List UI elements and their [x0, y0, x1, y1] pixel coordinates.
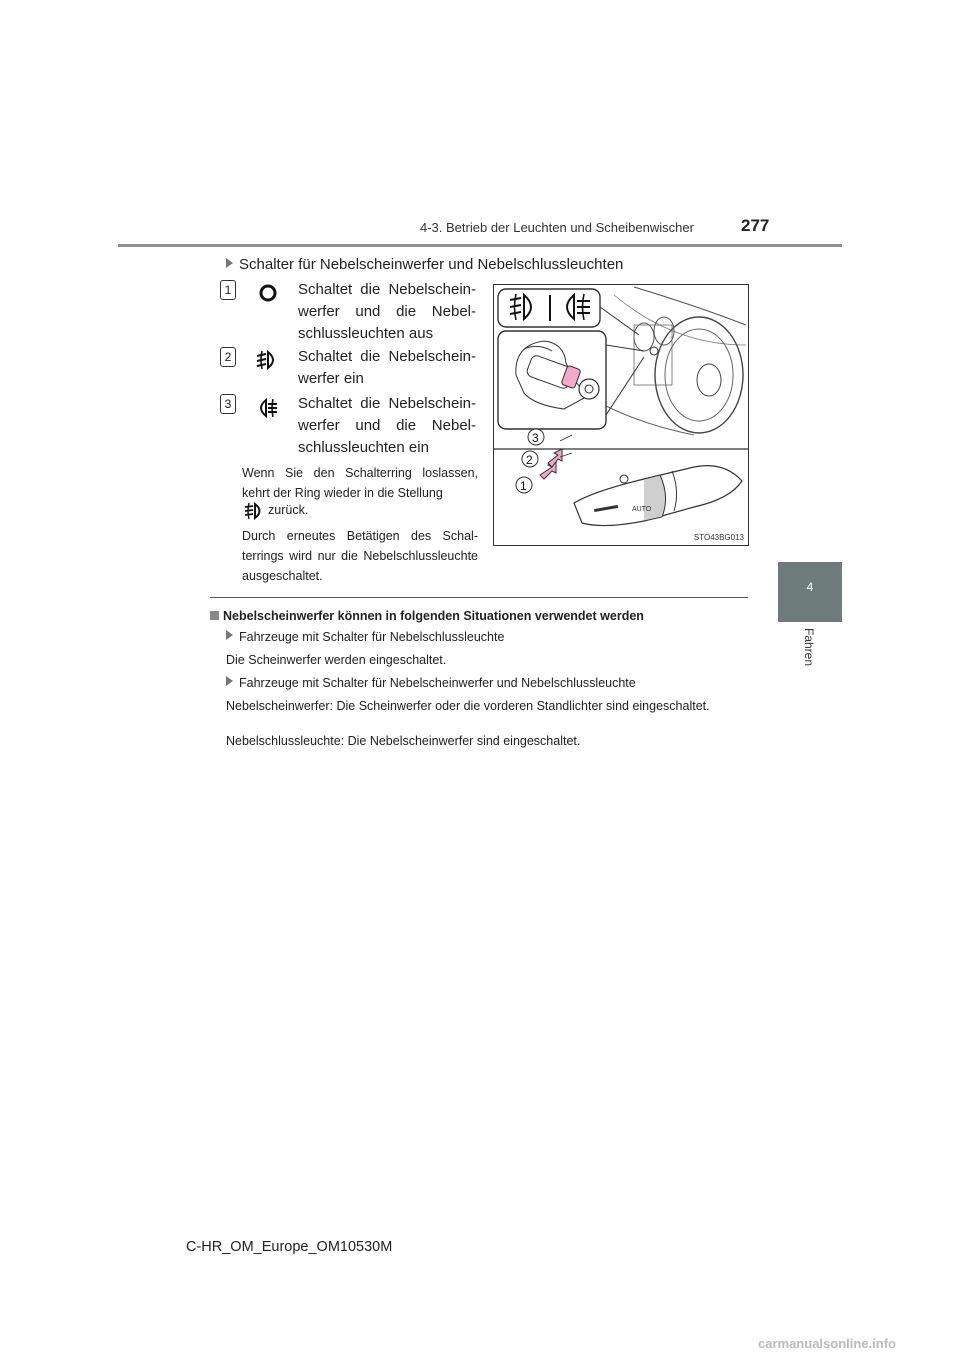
triangle-bullet-icon [226, 258, 233, 268]
figure-label-1 [516, 477, 532, 493]
svg-text:AUTO: AUTO [632, 506, 652, 513]
chapter-label: Fahren [802, 628, 816, 667]
item-text-2: Schaltet die Nebelscheinwerfer ein [298, 348, 476, 387]
section-heading: Nebelscheinwerfer können in folgenden Situationen verwendet werden [210, 609, 644, 623]
bullet-front-rear-fog-switch: Fahrzeuge mit Schalter für Nebelscheinwerfer und Nebelschlussleuchte [226, 676, 636, 690]
square-bullet-icon [210, 611, 219, 620]
triangle-bullet-icon [226, 676, 233, 686]
front-fog-light-icon [254, 348, 280, 372]
section-rule [210, 597, 748, 598]
chapter-number: 4 [806, 580, 814, 594]
note-rear-fog-off: Durch erneutes Betätigen des Schalterrings wird nur die Nebelschlussleuchte ausgeschaltet. [242, 529, 478, 583]
text-fog-headlights-condition: Nebelscheinwerfer: Die Scheinwerfer oder die vorderen Standlichter sind eingeschaltet. [226, 699, 710, 713]
page-number: 277 [741, 216, 770, 235]
rear-fog-light-icon [254, 396, 280, 420]
off-circle-icon [258, 283, 278, 303]
text-rear-fog-condition: Nebelschlussleuchte: Die Nebelscheinwerfer sind eingeschaltet. [226, 734, 581, 748]
note-ring-release: Wenn Sie den Schalterring loslassen, kehrt der Ring wieder in die Stellung [242, 466, 478, 500]
front-fog-light-icon-inline [242, 501, 266, 521]
header-rule [118, 244, 842, 247]
item-text-3: Schaltet die Nebelscheinwerfer und die Nebelschlussleuchten ein [298, 395, 476, 456]
note-ring-release-end: zurück. [268, 503, 309, 517]
fog-ring-arrows [540, 435, 572, 479]
document-footer: C-HR_OM_Europe_OM10530M [186, 1239, 393, 1255]
lever-closeup [574, 466, 742, 526]
item-number-3: 3 [220, 394, 236, 414]
switch-illustration [493, 284, 749, 546]
switch-drawing [494, 285, 748, 545]
bullet-rear-fog-switch: Fahrzeuge mit Schalter für Nebelschlussleuchte [226, 630, 504, 644]
watermark: carmanualsonline.info [758, 1336, 896, 1351]
triangle-bullet-icon [226, 630, 233, 640]
figure-label-2 [522, 451, 538, 467]
svg-text:2: 2 [526, 453, 533, 467]
item-number-2: 2 [220, 347, 236, 367]
text-headlights-on: Die Scheinwerfer werden eingeschaltet. [226, 653, 447, 667]
svg-text:1: 1 [520, 479, 527, 493]
figure-label-3 [528, 429, 544, 445]
header-section-title: 4-3. Betrieb der Leuchten und Scheibenwischer [420, 220, 694, 235]
item-number-1: 1 [220, 280, 236, 300]
item-text-1: Schaltet die Nebelscheinwerfer und die Nebelschlussleuchten aus [298, 281, 476, 342]
figure-code: STO43BG013 [693, 533, 744, 542]
lead-bullet: Schalter für Nebelscheinwerfer und Nebelschlussleuchten [226, 256, 623, 273]
svg-text:3: 3 [532, 431, 539, 445]
